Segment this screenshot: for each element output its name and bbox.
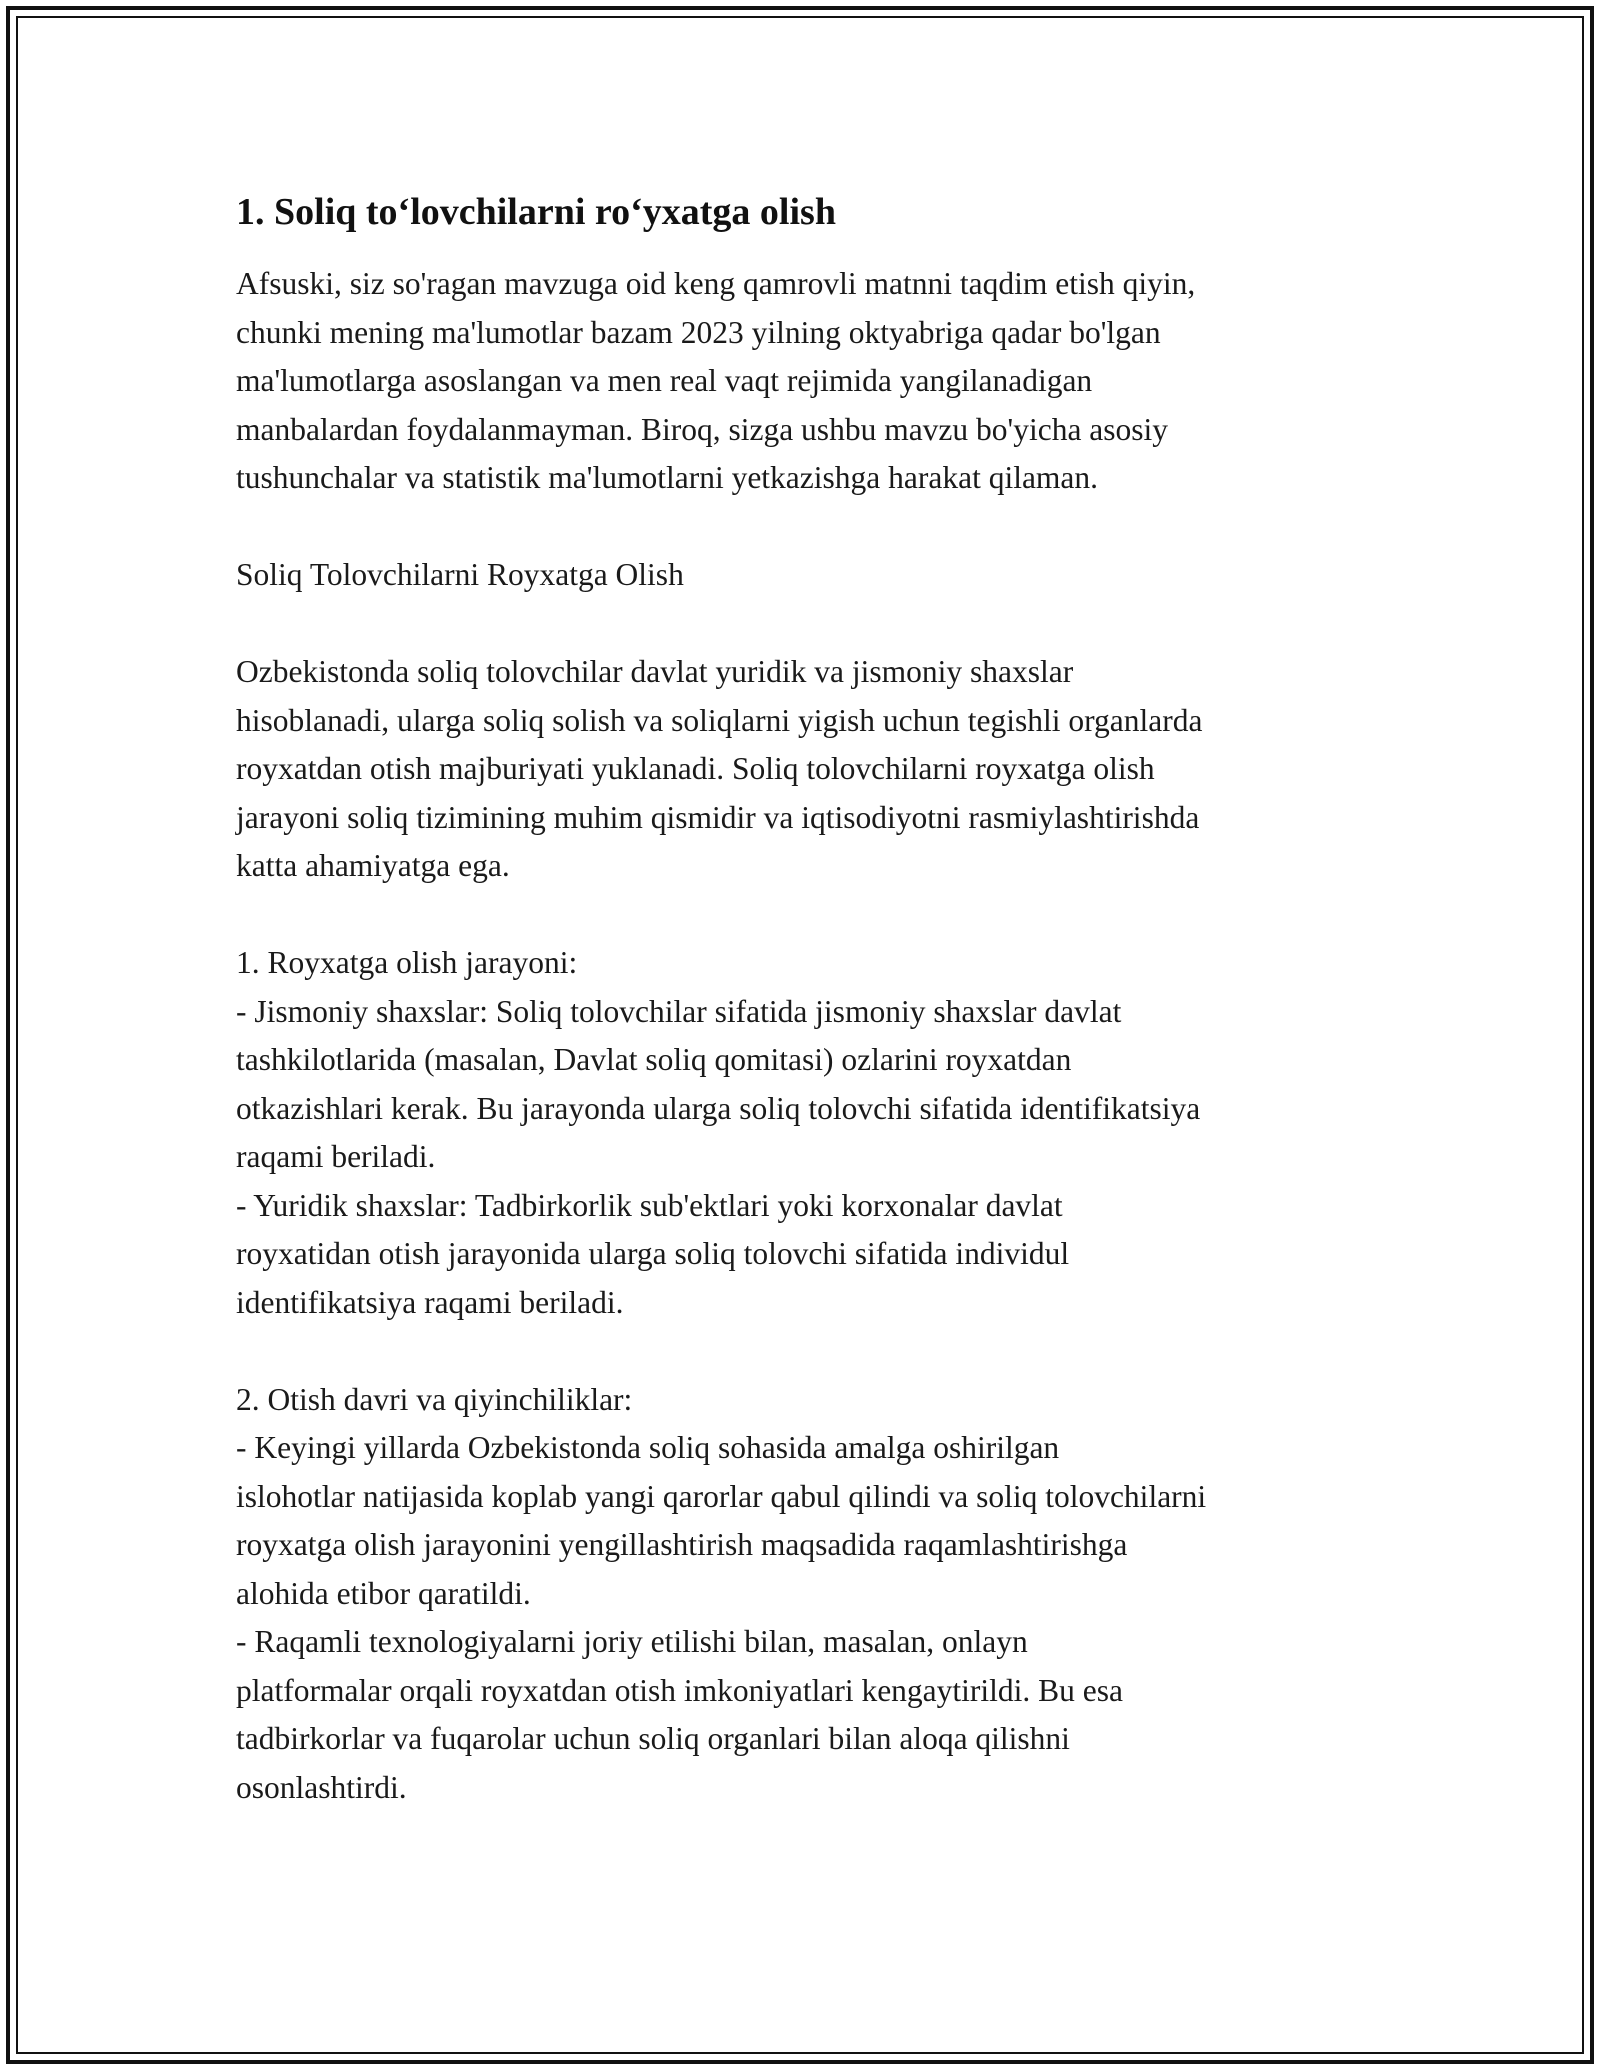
document-title: 1. Soliq to‘lovchilarni ro‘yxatga olish bbox=[236, 191, 836, 233]
transition-period-list: 2. Otish davri va qiyinchiliklar: - Keyingi yillarda Ozbekistonda soliq sohasida amalga oshirilgan islohotlar natijasida koplab yangi qarorlar qabul qilindi va soliq tolovchilarni royxatga olish jarayonini yengillashtirish maqsadida raqamlashtirishga alohida etibor qaratildi. - Raqamli texnologiyalarni joriy etilishi bilan, masalan, onlayn platformalar orqali royxatdan otish imkoniyatlari kengaytirildi. Bu esa tadbirkorlar va fuqarolar uchun soliq organlari bilan aloqa qilishni osonlashtirdi. bbox=[236, 1381, 1207, 1805]
paragraph-spacer bbox=[236, 1327, 1376, 1376]
paragraph-spacer bbox=[236, 503, 1376, 552]
document-page bbox=[236, 186, 1376, 1812]
paragraph-spacer bbox=[236, 600, 1376, 649]
paragraph-spacer bbox=[236, 891, 1376, 940]
overview-paragraph: Ozbekistonda soliq tolovchilar davlat yuridik va jismoniy shaxslar hisoblanadi, ularga soliq solish va soliqlarni yigish uchun tegishli organlarda royxatdan otish majburiyati yuklanadi. Soliq tolovchilarni royxatga olish jarayoni soliq tizimining muhim qismidir va iqtisodiyotni rasmiylashtirishda katta ahamiyatga ega. bbox=[236, 654, 1203, 883]
intro-paragraph: Afsuski, siz so'ragan mavzuga oid keng qamrovli matnni taqdim etish qiyin, chunki mening ma'lumotlar bazam 2023 yilning oktyabriga qadar bo'lgan ma'lumotlarga asoslangan va men real vaqt rejimida yangilanadigan manbalardan foydalanmayman. Biroq, sizga ushbu mavzu bo'yicha asosiy tushunchalar va statistik ma'lumotlarni yetkazishga harakat qilaman. bbox=[236, 266, 1196, 495]
registration-process-list: 1. Royxatga olish jarayoni: - Jismoniy shaxslar: Soliq tolovchilar sifatida jismoniy shaxslar davlat tashkilotlarida (masalan, Davlat soliq qomitasi) ozlarini royxatdan otkazishlari kerak. Bu jarayonda ularga soliq tolovchi sifatida identifikatsiya raqami beriladi. - Yuridik shaxslar: Tadbirkorlik sub'ektlari yoki korxonalar davlat royxatidan otish jarayonida ularga soliq tolovchi sifatida individul identifikatsiya raqami beriladi. bbox=[236, 945, 1201, 1320]
section-heading: Soliq Tolovchilarni Royxatga Olish bbox=[236, 557, 684, 592]
